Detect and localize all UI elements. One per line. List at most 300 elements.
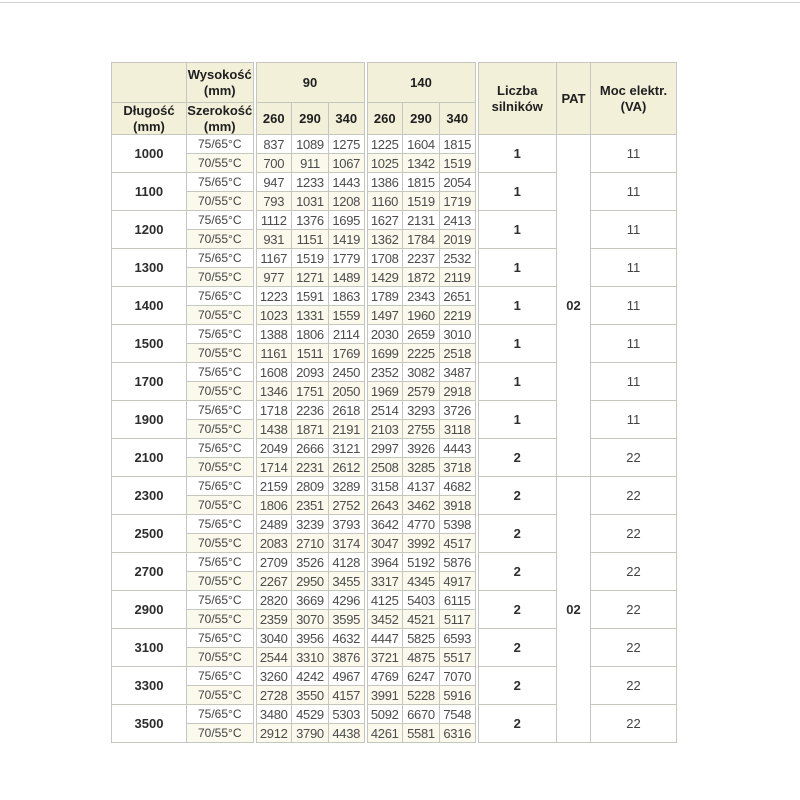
- heat-output-value: 2950: [292, 572, 329, 591]
- heat-output-value: 1708: [366, 249, 403, 268]
- temp-label-70-55: 70/55°C: [187, 306, 255, 325]
- heat-output-value: 977: [255, 268, 292, 287]
- heat-output-value: 2618: [329, 401, 366, 420]
- heat-output-value: 3718: [440, 458, 477, 477]
- heat-output-value: 1233: [292, 173, 329, 192]
- heat-output-value: 3992: [403, 534, 440, 553]
- heat-output-value: 1559: [329, 306, 366, 325]
- heat-output-value: 1161: [255, 344, 292, 363]
- electric-power-value: 11: [591, 173, 677, 211]
- heat-output-value: 4769: [366, 667, 403, 686]
- electric-power-value: 22: [591, 439, 677, 477]
- heat-output-value: 4137: [403, 477, 440, 496]
- heat-output-value: 3455: [329, 572, 366, 591]
- heat-output-value: 3040: [255, 629, 292, 648]
- heat-output-value: 2093: [292, 363, 329, 382]
- heat-output-value: 2225: [403, 344, 440, 363]
- heat-output-value: 4242: [292, 667, 329, 686]
- temp-label-70-55: 70/55°C: [187, 610, 255, 629]
- motor-count-value: 1: [477, 135, 557, 173]
- heat-output-value: 1489: [329, 268, 366, 287]
- heat-output-value: 3550: [292, 686, 329, 705]
- heat-output-value: 5228: [403, 686, 440, 705]
- heat-output-value: 1031: [292, 192, 329, 211]
- header-wysokosc-line1: Wysokość: [187, 66, 252, 82]
- header-width-260-140: 260: [366, 103, 403, 135]
- temp-label-75-65: 75/65°C: [187, 477, 255, 496]
- heat-output-value: 3047: [366, 534, 403, 553]
- heat-output-value: 1497: [366, 306, 403, 325]
- heat-output-value: 2191: [329, 420, 366, 439]
- heat-output-value: 2912: [255, 724, 292, 743]
- electric-power-value: 11: [591, 211, 677, 249]
- length-row-2300-7565: [112, 477, 677, 496]
- heat-output-value: 2666: [292, 439, 329, 458]
- heat-output-value: 4261: [366, 724, 403, 743]
- electric-power-value: 22: [591, 591, 677, 629]
- header-wysokosc-line2: (mm): [203, 82, 236, 98]
- heat-output-value: 1208: [329, 192, 366, 211]
- heat-output-value: 3991: [366, 686, 403, 705]
- heat-output-value: 5192: [403, 553, 440, 572]
- heat-output-value: 1089: [292, 135, 329, 154]
- heat-output-value: 4632: [329, 629, 366, 648]
- length-row-1100-7565: [112, 173, 677, 192]
- motor-count-value: 2: [477, 439, 557, 477]
- electric-power-value: 11: [591, 363, 677, 401]
- header-pat: PAT: [557, 63, 591, 135]
- temp-label-70-55: 70/55°C: [187, 534, 255, 553]
- heat-output-value: 4682: [440, 477, 477, 496]
- heat-output-value: 2820: [255, 591, 292, 610]
- heat-output-value: 1872: [403, 268, 440, 287]
- heat-output-value: 2514: [366, 401, 403, 420]
- length-value: 1300: [112, 249, 187, 287]
- header-height-group-90: 90: [255, 63, 366, 103]
- length-row-1500-7565: [112, 325, 677, 344]
- heat-output-value: 3293: [403, 401, 440, 420]
- temp-label-70-55: 70/55°C: [187, 344, 255, 363]
- temp-label-70-55: 70/55°C: [187, 686, 255, 705]
- heat-output-value: 1443: [329, 173, 366, 192]
- heat-output-value: 2131: [403, 211, 440, 230]
- heat-output-value: 2159: [255, 477, 292, 496]
- heat-output-value: 4521: [403, 610, 440, 629]
- temp-label-75-65: 75/65°C: [187, 515, 255, 534]
- heat-output-value: 3956: [292, 629, 329, 648]
- heat-output-value: 2489: [255, 515, 292, 534]
- electric-power-value: 22: [591, 515, 677, 553]
- heat-output-value: 1067: [329, 154, 366, 173]
- header-width-260-90: 260: [255, 103, 292, 135]
- heat-output-value: 1608: [255, 363, 292, 382]
- motor-count-value: 2: [477, 591, 557, 629]
- length-row-3300-7565: [112, 667, 677, 686]
- length-row-3500-7565: [112, 705, 677, 724]
- heat-output-value: 1806: [292, 325, 329, 344]
- heat-output-value: 2114: [329, 325, 366, 344]
- heat-output-value: 1167: [255, 249, 292, 268]
- temp-label-75-65: 75/65°C: [187, 135, 255, 154]
- header-szerokosc: [187, 103, 255, 135]
- length-value: 1100: [112, 173, 187, 211]
- header-width-340-140: 340: [440, 103, 477, 135]
- temp-label-70-55: 70/55°C: [187, 420, 255, 439]
- temp-label-70-55: 70/55°C: [187, 572, 255, 591]
- heat-output-value: 931: [255, 230, 292, 249]
- heat-output-value: 3918: [440, 496, 477, 515]
- heat-output-value: 1591: [292, 287, 329, 306]
- heat-output-value: 3480: [255, 705, 292, 724]
- heat-output-value: 700: [255, 154, 292, 173]
- heat-output-value: 5092: [366, 705, 403, 724]
- temp-label-70-55: 70/55°C: [187, 192, 255, 211]
- temp-label-75-65: 75/65°C: [187, 629, 255, 648]
- heat-output-value: 5916: [440, 686, 477, 705]
- heat-output-value: 2119: [440, 268, 477, 287]
- heat-output-value: 4447: [366, 629, 403, 648]
- heat-output-value: 3317: [366, 572, 403, 591]
- motor-count-value: 2: [477, 667, 557, 705]
- heat-output-value: 2709: [255, 553, 292, 572]
- temp-label-70-55: 70/55°C: [187, 648, 255, 667]
- heat-output-value: 2728: [255, 686, 292, 705]
- heat-output-value: 4125: [366, 591, 403, 610]
- electric-power-value: 11: [591, 287, 677, 325]
- length-row-1900-7565: [112, 401, 677, 420]
- temp-label-70-55: 70/55°C: [187, 268, 255, 287]
- length-value: 1400: [112, 287, 187, 325]
- heat-output-value: 2343: [403, 287, 440, 306]
- temp-label-70-55: 70/55°C: [187, 458, 255, 477]
- heat-output-value: 4770: [403, 515, 440, 534]
- header-szerokosc-line2: (mm): [203, 118, 236, 134]
- temp-label-75-65: 75/65°C: [187, 553, 255, 572]
- length-row-2900-7565: [112, 591, 677, 610]
- header-liczba-line1: Liczba: [497, 83, 538, 98]
- electric-power-value: 22: [591, 629, 677, 667]
- motor-count-value: 1: [477, 325, 557, 363]
- heat-output-value: 3310: [292, 648, 329, 667]
- temp-label-75-65: 75/65°C: [187, 173, 255, 192]
- header-width-340-90: 340: [329, 103, 366, 135]
- header-wysokosc: [187, 63, 255, 103]
- length-value: 2500: [112, 515, 187, 553]
- heat-output-value: 1789: [366, 287, 403, 306]
- heat-output-value: 2809: [292, 477, 329, 496]
- heat-output-value: 3121: [329, 439, 366, 458]
- header-moc-line2: (VA): [620, 98, 647, 114]
- temp-label-75-65: 75/65°C: [187, 705, 255, 724]
- header-szerokosc-line1: Szerokość: [187, 103, 253, 118]
- heat-output-value: 2236: [292, 401, 329, 420]
- length-row-1300-7565: [112, 249, 677, 268]
- heat-output-value: 2579: [403, 382, 440, 401]
- temp-label-70-55: 70/55°C: [187, 382, 255, 401]
- heat-output-value: 6670: [403, 705, 440, 724]
- electric-power-value: 22: [591, 553, 677, 591]
- heat-output-value: 1429: [366, 268, 403, 287]
- temp-label-70-55: 70/55°C: [187, 154, 255, 173]
- length-value: 3500: [112, 705, 187, 743]
- heat-output-value: 4438: [329, 724, 366, 743]
- heat-output-value: 2752: [329, 496, 366, 515]
- heat-output-value: 2237: [403, 249, 440, 268]
- heat-output-value: 5825: [403, 629, 440, 648]
- table-header: [112, 63, 677, 135]
- heat-output-value: 3790: [292, 724, 329, 743]
- heat-output-value: 2030: [366, 325, 403, 344]
- heat-output-value: 1718: [255, 401, 292, 420]
- heat-output-value: 6593: [440, 629, 477, 648]
- electric-power-value: 22: [591, 705, 677, 743]
- heat-output-value: 2508: [366, 458, 403, 477]
- temp-label-75-65: 75/65°C: [187, 401, 255, 420]
- heat-output-value: 3487: [440, 363, 477, 382]
- heat-output-value: 1519: [403, 192, 440, 211]
- heat-output-value: 1969: [366, 382, 403, 401]
- heat-output-value: 1719: [440, 192, 477, 211]
- heat-output-value: 1346: [255, 382, 292, 401]
- heat-output-value: 2231: [292, 458, 329, 477]
- heat-output-value: 2083: [255, 534, 292, 553]
- heat-output-value: 1815: [403, 173, 440, 192]
- heat-output-value: 2219: [440, 306, 477, 325]
- header-liczba-silnikow: [477, 63, 557, 135]
- header-dlugosc: [112, 103, 187, 135]
- heat-output-value: 6316: [440, 724, 477, 743]
- heat-output-value: 2413: [440, 211, 477, 230]
- temp-label-70-55: 70/55°C: [187, 724, 255, 743]
- motor-count-value: 1: [477, 401, 557, 439]
- motor-count-value: 2: [477, 477, 557, 515]
- length-value: 2900: [112, 591, 187, 629]
- heat-output-value: 1815: [440, 135, 477, 154]
- heat-output-value: 1871: [292, 420, 329, 439]
- heat-output-value: 5303: [329, 705, 366, 724]
- heat-output-value: 1519: [440, 154, 477, 173]
- length-value: 1900: [112, 401, 187, 439]
- motor-count-value: 1: [477, 249, 557, 287]
- heat-output-value: 2612: [329, 458, 366, 477]
- heat-output-value: 1714: [255, 458, 292, 477]
- length-row-2500-7565: [112, 515, 677, 534]
- heat-output-value: 2997: [366, 439, 403, 458]
- heat-output-value: 4128: [329, 553, 366, 572]
- heat-output-value: 3289: [329, 477, 366, 496]
- heat-output-value: 1275: [329, 135, 366, 154]
- heat-output-value: 1751: [292, 382, 329, 401]
- heat-output-value: 1511: [292, 344, 329, 363]
- heat-output-value: 2755: [403, 420, 440, 439]
- length-row-3100-7565: [112, 629, 677, 648]
- heat-output-value: 1112: [255, 211, 292, 230]
- length-value: 3300: [112, 667, 187, 705]
- heat-output-value: 1604: [403, 135, 440, 154]
- radiator-spec-table: [111, 62, 677, 743]
- heat-output-value: 7548: [440, 705, 477, 724]
- header-dlugosc-line1: Długość: [123, 103, 175, 118]
- heat-output-value: 793: [255, 192, 292, 211]
- length-value: 1700: [112, 363, 187, 401]
- heat-output-value: 2544: [255, 648, 292, 667]
- heat-output-value: 2450: [329, 363, 366, 382]
- heat-output-value: 5581: [403, 724, 440, 743]
- heat-output-value: 3010: [440, 325, 477, 344]
- heat-output-value: 5517: [440, 648, 477, 667]
- heat-output-value: 1627: [366, 211, 403, 230]
- heat-output-value: 1695: [329, 211, 366, 230]
- motor-count-value: 1: [477, 363, 557, 401]
- heat-output-value: 1699: [366, 344, 403, 363]
- header-width-290-140: 290: [403, 103, 440, 135]
- length-value: 1200: [112, 211, 187, 249]
- heat-output-value: 6247: [403, 667, 440, 686]
- header-dlugosc-line2: (mm): [133, 118, 165, 134]
- temp-label-70-55: 70/55°C: [187, 230, 255, 249]
- length-value: 2700: [112, 553, 187, 591]
- page: [111, 62, 677, 743]
- header-liczba-line2: silników: [491, 98, 543, 114]
- heat-output-value: 5117: [440, 610, 477, 629]
- heat-output-value: 3726: [440, 401, 477, 420]
- heat-output-value: 3070: [292, 610, 329, 629]
- heat-output-value: 911: [292, 154, 329, 173]
- heat-output-value: 2651: [440, 287, 477, 306]
- temp-label-70-55: 70/55°C: [187, 496, 255, 515]
- heat-output-value: 3158: [366, 477, 403, 496]
- heat-output-value: 3721: [366, 648, 403, 667]
- heat-output-value: 1779: [329, 249, 366, 268]
- temp-label-75-65: 75/65°C: [187, 591, 255, 610]
- heat-output-value: 5876: [440, 553, 477, 572]
- heat-output-value: 4967: [329, 667, 366, 686]
- table-body: [112, 135, 677, 743]
- heat-output-value: 2050: [329, 382, 366, 401]
- heat-output-value: 2352: [366, 363, 403, 382]
- header-height-group-140: 140: [366, 63, 477, 103]
- motor-count-value: 2: [477, 553, 557, 591]
- heat-output-value: 4529: [292, 705, 329, 724]
- heat-output-value: 1388: [255, 325, 292, 344]
- temp-label-75-65: 75/65°C: [187, 249, 255, 268]
- screen-top-rule: [0, 2, 800, 3]
- temp-label-75-65: 75/65°C: [187, 325, 255, 344]
- heat-output-value: 3174: [329, 534, 366, 553]
- motor-count-value: 2: [477, 705, 557, 743]
- heat-output-value: 3926: [403, 439, 440, 458]
- heat-output-value: 2019: [440, 230, 477, 249]
- motor-count-value: 1: [477, 287, 557, 325]
- heat-output-value: 6115: [440, 591, 477, 610]
- electric-power-value: 11: [591, 249, 677, 287]
- heat-output-value: 1386: [366, 173, 403, 192]
- electric-power-value: 11: [591, 325, 677, 363]
- heat-output-value: 3964: [366, 553, 403, 572]
- heat-output-value: 947: [255, 173, 292, 192]
- heat-output-value: 1025: [366, 154, 403, 173]
- heat-output-value: 1023: [255, 306, 292, 325]
- heat-output-value: 1331: [292, 306, 329, 325]
- length-value: 1000: [112, 135, 187, 173]
- heat-output-value: 1438: [255, 420, 292, 439]
- length-value: 3100: [112, 629, 187, 667]
- heat-output-value: 1225: [366, 135, 403, 154]
- heat-output-value: 2532: [440, 249, 477, 268]
- heat-output-value: 4875: [403, 648, 440, 667]
- heat-output-value: 2710: [292, 534, 329, 553]
- temp-label-75-65: 75/65°C: [187, 211, 255, 230]
- length-row-2700-7565: [112, 553, 677, 572]
- heat-output-value: 3793: [329, 515, 366, 534]
- heat-output-value: 1223: [255, 287, 292, 306]
- length-row-1400-7565: [112, 287, 677, 306]
- heat-output-value: 1376: [292, 211, 329, 230]
- pat-value: 02: [557, 477, 591, 743]
- length-value: 2300: [112, 477, 187, 515]
- heat-output-value: 3526: [292, 553, 329, 572]
- motor-count-value: 1: [477, 173, 557, 211]
- heat-output-value: 1362: [366, 230, 403, 249]
- heat-output-value: 3239: [292, 515, 329, 534]
- header-moc-line1: Moc elektr.: [599, 83, 668, 98]
- heat-output-value: 2267: [255, 572, 292, 591]
- heat-output-value: 1769: [329, 344, 366, 363]
- heat-output-value: 4296: [329, 591, 366, 610]
- heat-output-value: 3876: [329, 648, 366, 667]
- heat-output-value: 837: [255, 135, 292, 154]
- header-width-290-90: 290: [292, 103, 329, 135]
- heat-output-value: 3669: [292, 591, 329, 610]
- heat-output-value: 1806: [255, 496, 292, 515]
- length-row-1200-7565: [112, 211, 677, 230]
- length-row-1000-7565: [112, 135, 677, 154]
- heat-output-value: 1863: [329, 287, 366, 306]
- heat-output-value: 2049: [255, 439, 292, 458]
- heat-output-value: 3462: [403, 496, 440, 515]
- length-value: 2100: [112, 439, 187, 477]
- header-moc-elektr: [591, 63, 677, 135]
- heat-output-value: 1342: [403, 154, 440, 173]
- heat-output-value: 1151: [292, 230, 329, 249]
- heat-output-value: 2918: [440, 382, 477, 401]
- heat-output-value: 1519: [292, 249, 329, 268]
- heat-output-value: 1960: [403, 306, 440, 325]
- heat-output-value: 3118: [440, 420, 477, 439]
- heat-output-value: 4345: [403, 572, 440, 591]
- temp-label-75-65: 75/65°C: [187, 363, 255, 382]
- heat-output-value: 2359: [255, 610, 292, 629]
- heat-output-value: 2054: [440, 173, 477, 192]
- pat-value: 02: [557, 135, 591, 477]
- temp-label-75-65: 75/65°C: [187, 439, 255, 458]
- heat-output-value: 3452: [366, 610, 403, 629]
- electric-power-value: 11: [591, 401, 677, 439]
- heat-output-value: 5398: [440, 515, 477, 534]
- heat-output-value: 4157: [329, 686, 366, 705]
- heat-output-value: 4517: [440, 534, 477, 553]
- temp-label-75-65: 75/65°C: [187, 667, 255, 686]
- heat-output-value: 2351: [292, 496, 329, 515]
- electric-power-value: 11: [591, 135, 677, 173]
- heat-output-value: 2518: [440, 344, 477, 363]
- length-row-1700-7565: [112, 363, 677, 382]
- heat-output-value: 3285: [403, 458, 440, 477]
- corner-cell: [112, 63, 187, 103]
- heat-output-value: 2643: [366, 496, 403, 515]
- heat-output-value: 3642: [366, 515, 403, 534]
- length-row-2100-7565: [112, 439, 677, 458]
